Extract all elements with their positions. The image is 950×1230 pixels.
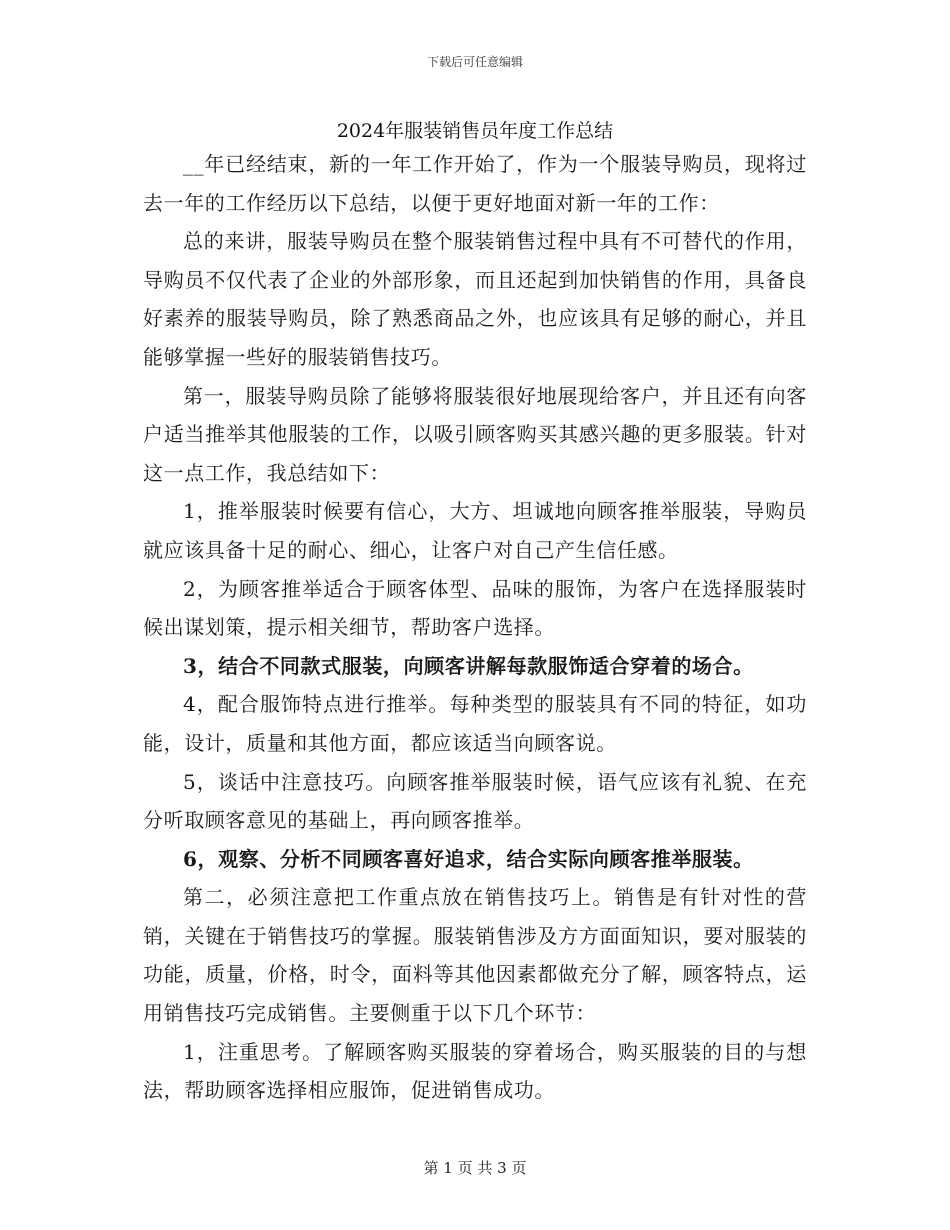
paragraph: 1，推举服装时候要有信心，大方、坦诚地向顾客推举服装，导购员就应该具备十足的耐心、细心，让客户对自己产生信任感。 <box>143 499 807 562</box>
paragraph: 第一，服装导购员除了能够将服装很好地展现给客户，并且还有向客户适当推举其他服装的工作，以吸引顾客购买其感兴趣的更多服装。针对这一点工作，我总结如下： <box>143 383 807 485</box>
document-body <box>143 145 807 1110</box>
document-title: 2024年服装销售员年度工作总结 <box>336 120 614 142</box>
paragraph-bold: 6，观察、分析不同顾客喜好追求，结合实际向顾客推举服装。 <box>183 846 754 871</box>
paragraph: 2，为顾客推举适合于顾客体型、品味的服饰，为客户在选择服装时候出谋划策，提示相关细节，帮助客户选择。 <box>143 576 807 640</box>
paragraph-bold: 3，结合不同款式服装，向顾客讲解每款服饰适合穿着的场合。 <box>183 653 754 678</box>
page-number: 第 1 页 共 3 页 <box>423 1159 527 1177</box>
paragraph: 1，注重思考。了解顾客购买服装的穿着场合，购买服装的目的与想法，帮助顾客选择相应服饰，促进销售成功。 <box>143 1039 807 1103</box>
header-note: 下载后可任意编辑 <box>426 55 523 69</box>
paragraph: __年已经结束，新的一年工作开始了，作为一个服装导购员，现将过去一年的工作经历以下总结，以便于更好地面对新一年的工作： <box>143 152 807 215</box>
paragraph: 第二，必须注意把工作重点放在销售技巧上。销售是有针对性的营销，关键在于销售技巧的掌握。服装销售涉及方方面面知识，要对服装的功能，质量，价格，时令，面料等其他因素都做充分了解，顾客特点，运用销售技巧完成销售。主要侧重于以下几个环节： <box>143 885 807 1026</box>
paragraph: 5，谈话中注意技巧。向顾客推举服装时候，语气应该有礼貌、在充分听取顾客意见的基础上，再向顾客推举。 <box>143 769 807 833</box>
paragraph: 总的来讲，服装导购员在整个服装销售过程中具有不可替代的作用，导购员不仅代表了企业的外部形象，而且还起到加快销售的作用，具备良好素养的服装导购员，除了熟悉商品之外，也应该具有足够的耐心，并且能够掌握一些好的服装销售技巧。 <box>143 229 807 369</box>
paragraph: 4，配合服饰特点进行推举。每种类型的服装具有不同的特征，如功能，设计，质量和其他方面，都应该适当向顾客说。 <box>143 692 807 755</box>
